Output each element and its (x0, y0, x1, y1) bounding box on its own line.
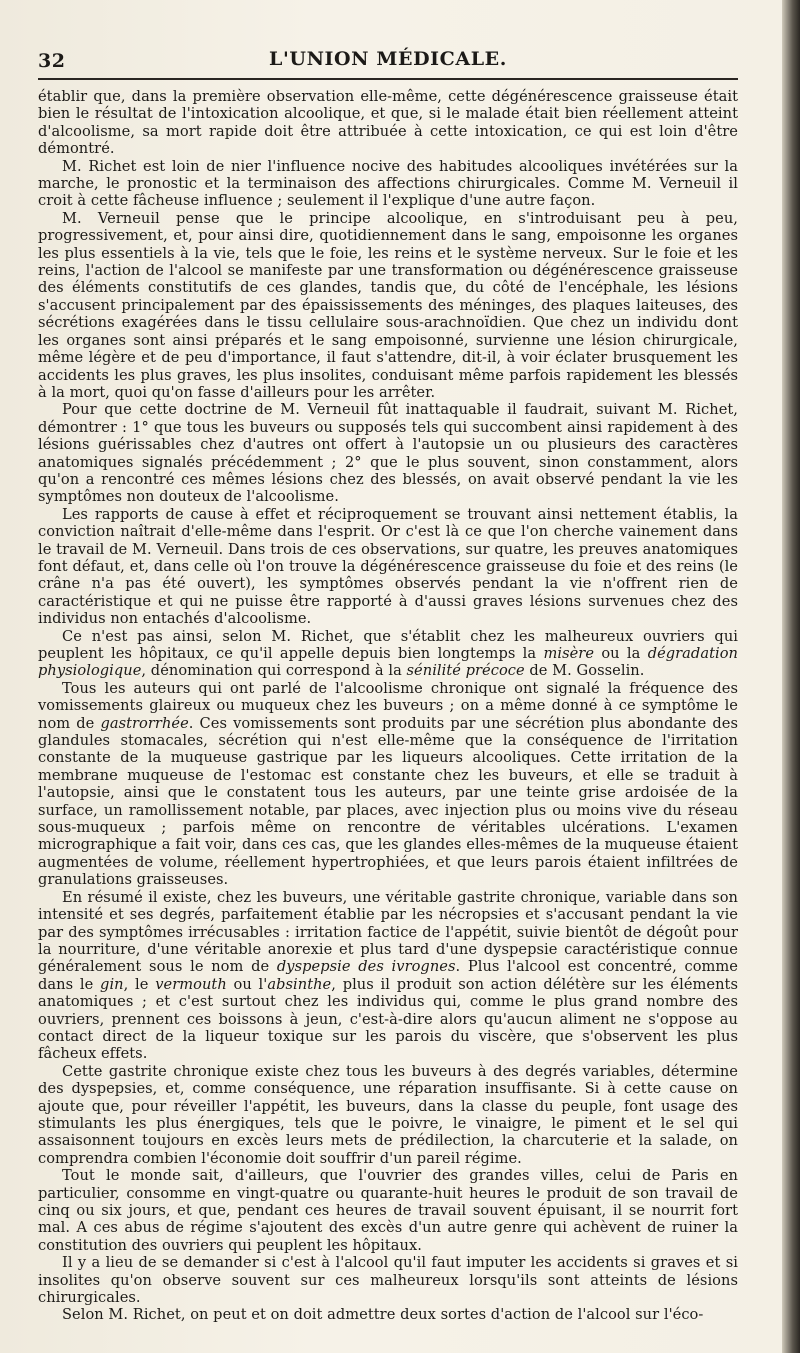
paragraph: Tous les auteurs qui ont parlé de l'alcoolisme chronique ont signalé la fréquence des vomissements glaireux ou muqueux chez les buveurs ; on a même donné à ce symptôme le nom de gastrorrhée. Ces vomissements sont produits par une sécrétion plus abondante des glandules stomacales, sécrétion qui n'est elle-même que la conséquence de l'irritation constante de la muqueuse gastrique par les liqueurs alcooliques. Cette irritation de la membrane muqueuse de l'estomac est constante chez les buveurs, et elle se traduit à l'autopsie, ainsi que le constatent tous les auteurs, par une teinte grise ardoisée de la surface, un ramollissement notable, par places, avec injection plus ou moins vive du réseau sous-muqueux ; parfois même on rencontre de véritables ulcérations. L'examen micrographique a fait voir, dans ces cas, que les glandes elles-mêmes de la muqueuse étaient augmentées de volume, réellement hypertrophiées, et que leurs parois étaient infiltrées de granulations graisseuses. (38, 679, 738, 889)
header-rule (38, 78, 738, 80)
italic-term: gin (100, 975, 124, 993)
article-body (38, 88, 738, 1324)
paragraph: Pour que cette doctrine de M. Verneuil fût inattaquable il faudrait, suivant M. Richet, démontrer : 1° que tous les buveurs ou supposés tels qui succombent ainsi rapidement à des lésions guérissables chez d'autres ont offert à l'autopsie un ou plusieurs des caractères anatomiques signalés précédemment ; 2° que le plus souvent, sinon constamment, alors qu'on a rencontré ces mêmes lésions chez des blessés, on avait observé pendant la vie les symptômes non douteux de l'alcoolisme. (38, 401, 738, 506)
paragraph: Cette gastrite chronique existe chez tous les buveurs à des degrés variables, détermine des dyspepsies, et, comme conséquence, une réparation insuffisante. Si à cette cause on ajoute que, pour réveiller l'appétit, les buveurs, dans la classe du peuple, font usage des stimulants les plus énergiques, tels que le poivre, le vinaigre, le piment et le sel qui assaisonnent toujours en excès leurs mets de prédilection, la charcuterie et la salade, on comprendra combien l'économie doit souffrir d'un pareil régime. (38, 1062, 738, 1167)
italic-term: dégradation physiologique (38, 645, 738, 680)
paragraph: M. Verneuil pense que le principe alcoolique, en s'introduisant peu à peu, progressivement, et, pour ainsi dire, quotidiennement dans le sang, empoisonne les organes les plus essentiels à la vie, tels que le foie, les reins et le système nerveux. Sur le foie et les reins, l'action de l'alcool se manifeste par une transformation ou dégénérescence graisseuse des éléments constitutifs de ces glandes, tandis que, du côté de l'encéphale, les lésions s'accusent principalement par des épaississements des méninges, des plaques laiteuses, des sécrétions exagérées dans le tissu cellulaire sous-arachnoïdien. Que chez un individu dont les organes sont ainsi préparés et le sang empoisonné, survienne une lésion chirurgicale, même légère et de peu d'importance, il faut s'attendre, dit-il, à voir éclater brusquement les accidents les plus graves, les plus insolites, conduisant même parfois rapidement les blessés à la mort, quoi qu'on fasse d'ailleurs pour les arrêter. (38, 209, 738, 401)
page-binding-edge (782, 0, 800, 1353)
running-title: L'UNION MÉDICALE. (269, 48, 507, 70)
paragraph: En résumé il existe, chez les buveurs, une véritable gastrite chronique, variable dans son intensité et ses degrés, parfaitement établie par les nécropsies et s'accusant pendant la vie par des symptômes irrécusables : irritation factice de l'appétit, suivie bientôt de dégoût pour la nourriture, d'une véritable anorexie et plus tard d'une dyspepsie caractéristique connue généralement sous le nom de dyspepsie des ivrognes. Plus l'alcool est concentré, comme dans le gin, le vermouth ou l'absinthe, plus il produit son action délétère sur les éléments anatomiques ; et c'est surtout chez les individus qui, comme le plus grand nombre des ouvriers, prennent ces boissons à jeun, c'est-à-dire alors qu'aucun aliment ne s'oppose au contact direct de la liqueur toxique sur les parois du viscère, que s'observent les plus fâcheux effets. (38, 888, 738, 1063)
italic-term: misère (543, 645, 595, 662)
paragraph: établir que, dans la première observation elle-même, cette dégénérescence graisseuse était bien le résultat de l'intoxication alcoolique, et que, si le malade était bien réellement atteint d'alcoolisme, sa mort rapide doit être attribuée à cette intoxication, ce qui est loin d'être démontré. (38, 88, 738, 158)
paragraph: Les rapports de cause à effet et réciproquement se trouvant ainsi nettement établis, la conviction naîtrait d'elle-même dans l'esprit. Or c'est là ce que l'on cherche vainement dans le travail de M. Verneuil. Dans trois de ces observations, sur quatre, les preuves anatomiques font défaut, et, dans celle où l'on trouve la dégénérescence graisseuse du foie et des reins (le crâne n'a pas été ouvert), les symptômes observés pendant la vie n'offrent rien de caractéristique et qui ne puisse être rapporté à d'aussi graves lésions survenues chez des individus non entachés d'alcoolisme. (38, 505, 738, 628)
paragraph: Tout le monde sait, d'ailleurs, que l'ouvrier des grandes villes, celui de Paris en particulier, consomme en vingt-quatre ou quarante-huit heures le produit de son travail de cinq ou six jours, et que, pendant ces heures de travail souvent épuisant, il se nourrit fort mal. A ces abus de régime s'ajoutent des excès d'un autre genre qui achèvent de ruiner la constitution des ouvriers qui peuplent les hôpitaux. (38, 1167, 738, 1254)
italic-term: gastrorrhée (100, 714, 189, 732)
italic-term: vermouth (155, 975, 227, 993)
page-header (38, 46, 738, 76)
paragraph: Selon M. Richet, on peut et on doit admettre deux sortes d'action de l'alcool sur l'éco- (62, 1306, 704, 1324)
paragraph: Ce n'est pas ainsi, selon M. Richet, que s'établit chez les malheureux ouvriers qui peuplent les hôpitaux, ce qu'il appelle depuis bien longtemps la misère ou la dégradation physiologique, dénomination qui correspond à la sénilité précoce de M. Gosselin. (38, 627, 738, 680)
paragraph: Il y a lieu de se demander si c'est à l'alcool qu'il faut imputer les accidents si graves et si insolites qu'on observe souvent sur ces malheureux lorsqu'ils sont atteints de lésions chirurgicales. (38, 1254, 738, 1307)
italic-term: sénilité précoce (406, 662, 525, 680)
page-number: 32 (38, 50, 66, 72)
paragraph: M. Richet est loin de nier l'influence nocive des habitudes alcooliques invétérées sur la marche, le pronostic et la terminaison des affections chirurgicales. Comme M. Verneuil il croit à cette fâcheuse influence ; seulement il l'explique d'une autre façon. (38, 157, 738, 210)
italic-term: dyspepsie des ivrognes (276, 958, 456, 976)
italic-term: absinthe (267, 975, 332, 993)
